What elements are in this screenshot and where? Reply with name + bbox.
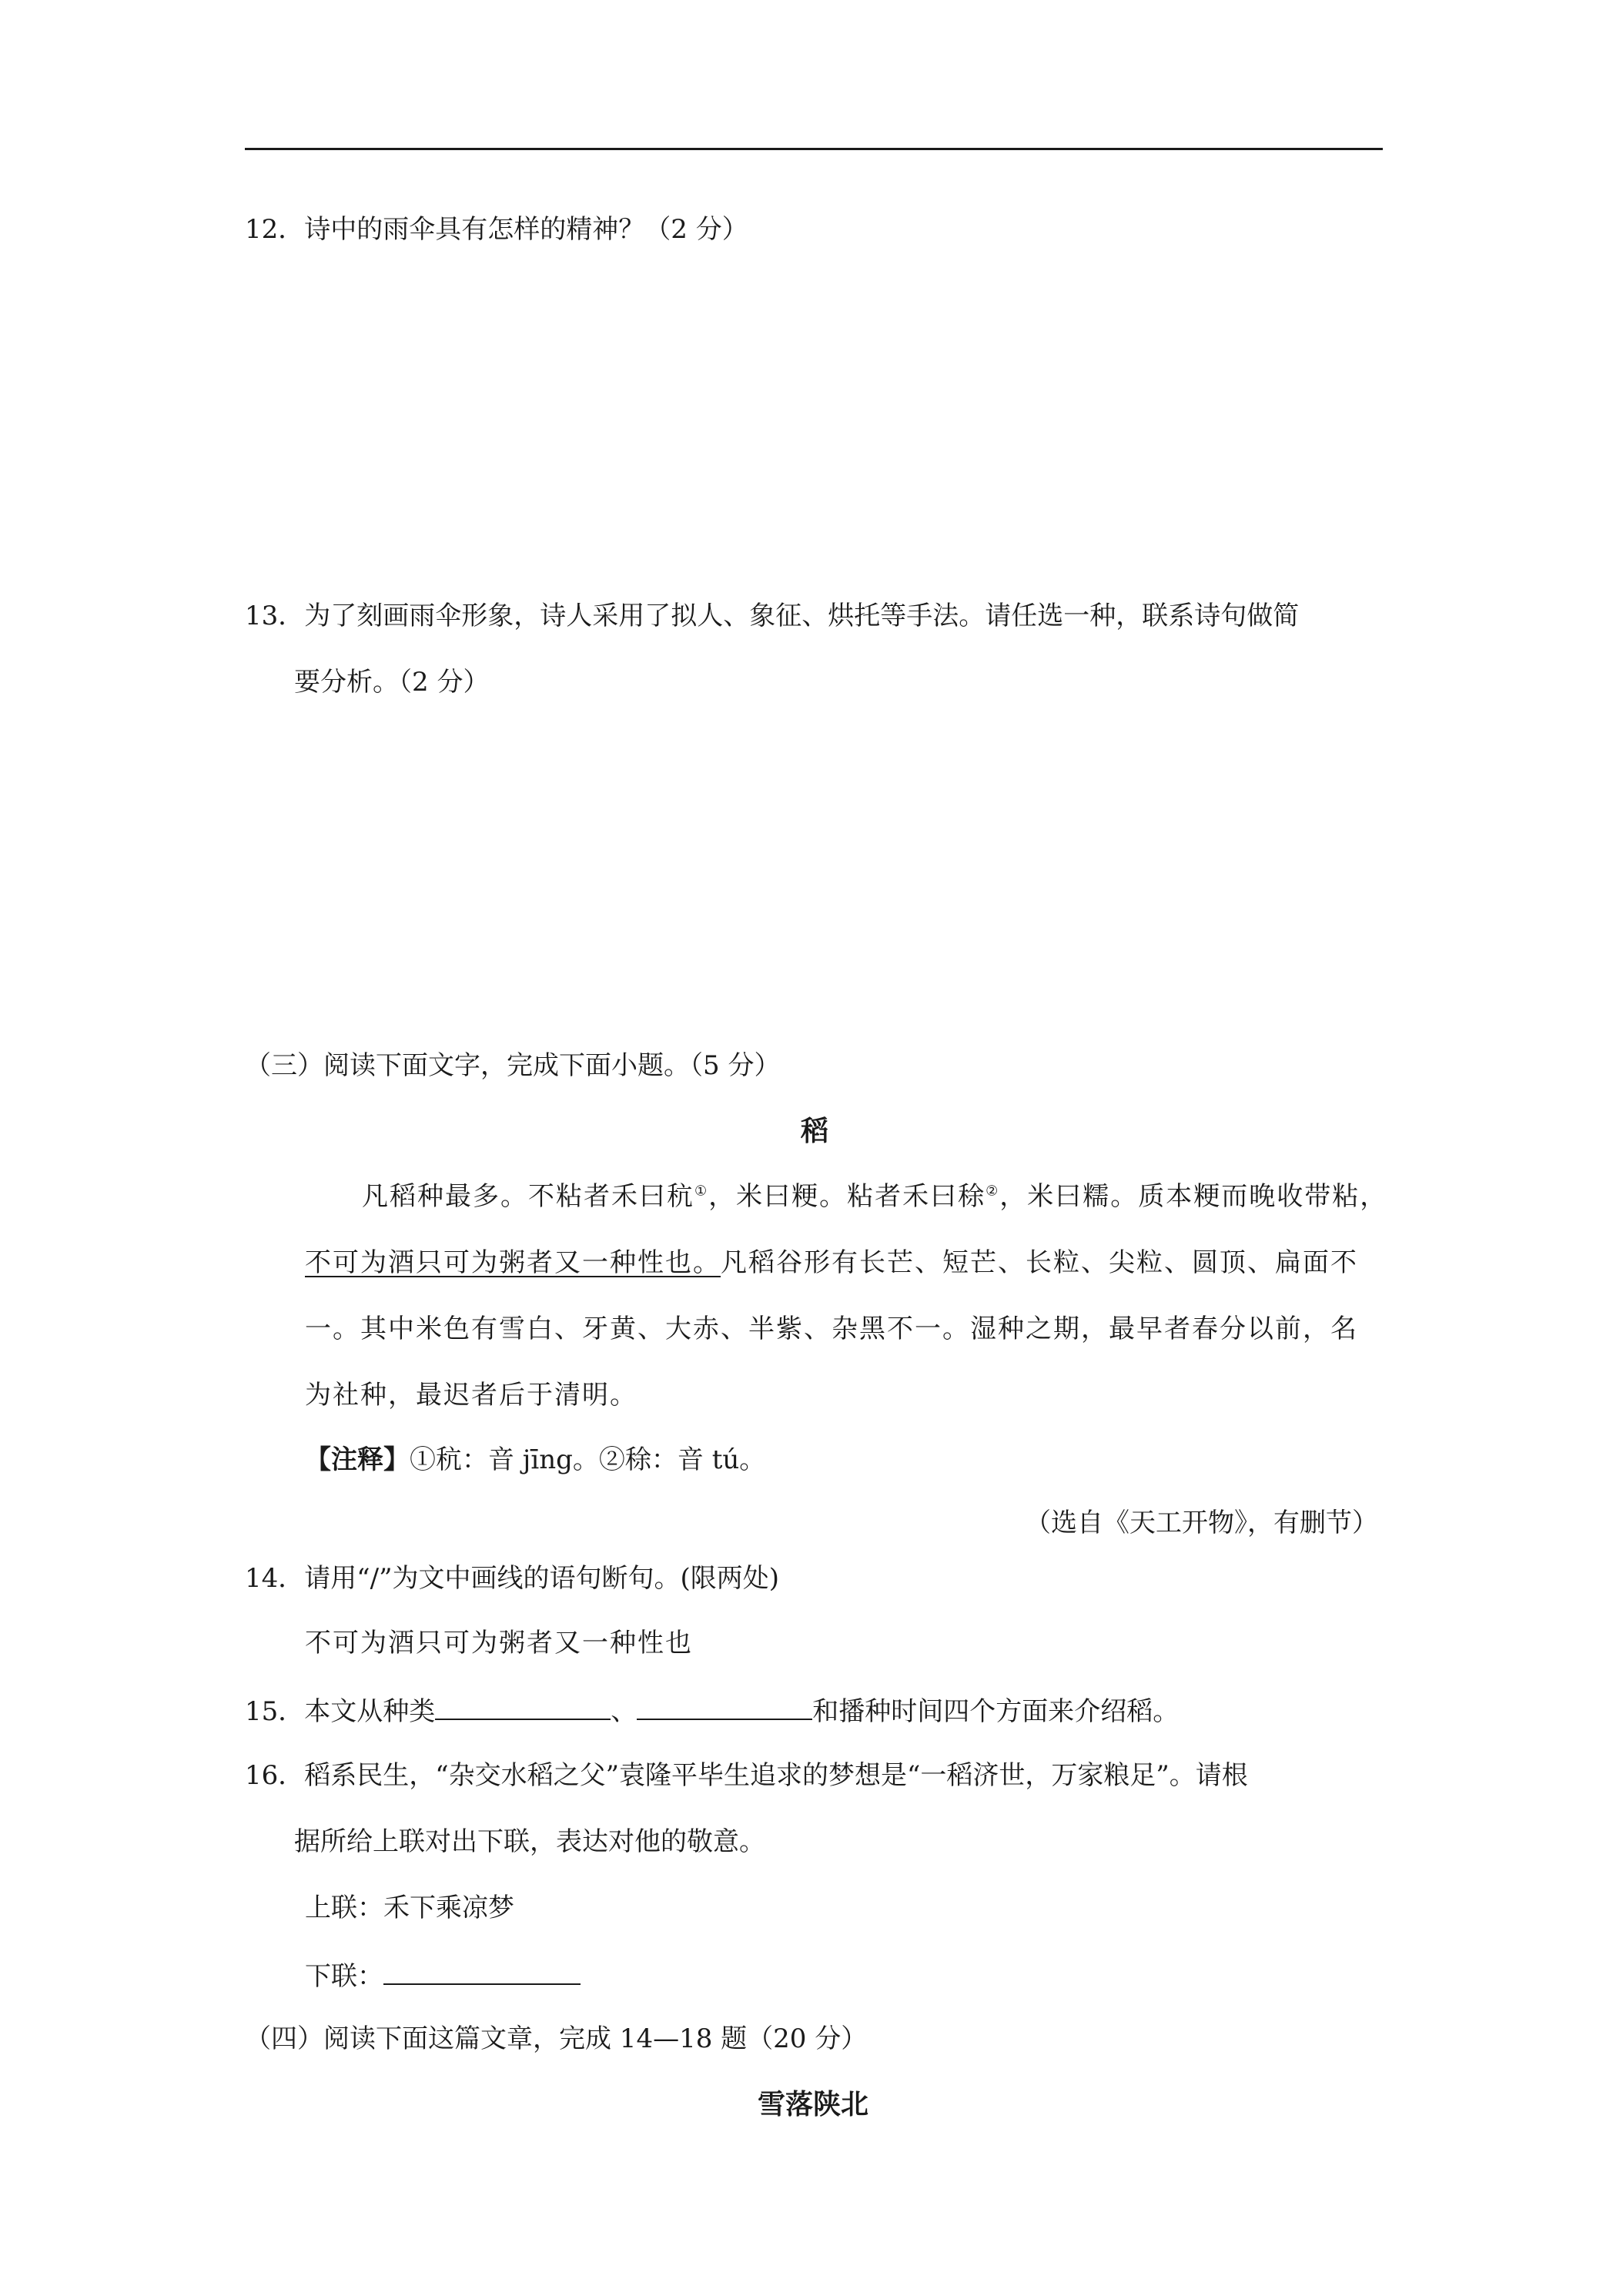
question-13-line-1: 13．为了刻画雨伞形象，诗人采用了拟人、象征、烘托等手法。请任选一种，联系诗句做简 xyxy=(245,601,1300,631)
question-14: 14．请用“/”为文中画线的语句断句。(限两处) xyxy=(245,1563,780,1594)
lower-couplet xyxy=(305,1957,581,1993)
annotation-text: ①秔：音 jīng。②稌：音 tú。 xyxy=(410,1444,766,1475)
lower-couplet-label: 下联： xyxy=(305,1961,383,1992)
passage-source: （选自《天工开物》，有删节） xyxy=(1025,1508,1378,1538)
question-15-prefix: 15．本文从种类 xyxy=(245,1696,436,1727)
annotation xyxy=(305,1443,765,1477)
passage-line-4: 为社种，最迟者后于清明。 xyxy=(305,1380,637,1411)
passage-line-2 xyxy=(305,1246,1358,1280)
question-16-line-1: 16．稻系民生，“杂交水稻之父”袁隆平毕生追求的梦想是“一稻济世，万家粮足”。请根 xyxy=(245,1760,1248,1791)
passage-line-3: 一。其中米色有雪白、牙黄、大赤、半紫、杂黑不一。湿种之期，最早者春分以前，名 xyxy=(305,1314,1358,1344)
passage-text: 凡稻谷形有长芒、短芒、长粒、尖粒、圆顶、扁面不 xyxy=(721,1247,1358,1278)
section-3-header: （三）阅读下面文字，完成下面小题。（5 分） xyxy=(245,1050,781,1081)
question-14-sentence: 不可为酒只可为粥者又一种性也 xyxy=(305,1628,693,1658)
answer-blank-1[interactable] xyxy=(435,1692,611,1720)
upper-couplet: 上联：禾下乘凉梦 xyxy=(305,1893,514,1923)
passage-title-dao: 稻 xyxy=(801,1116,829,1147)
header-rule xyxy=(245,148,1383,150)
passage-text: ，米曰糯。质本粳而晚收带粘， xyxy=(999,1181,1388,1212)
question-13-line-2: 要分析。（2 分） xyxy=(294,667,490,698)
section-4-header: （四）阅读下面这篇文章，完成 14—18 题（20 分） xyxy=(245,2023,868,2054)
passage-text: ，米曰粳。粘者禾曰稌 xyxy=(708,1181,986,1212)
annotation-label: 【注释】 xyxy=(305,1444,410,1475)
passage-line-1 xyxy=(362,1180,1387,1213)
article-title: 雪落陕北 xyxy=(758,2089,869,2120)
footnote-mark-2: ② xyxy=(986,1183,1000,1200)
footnote-mark-1: ① xyxy=(694,1183,709,1200)
answer-blank-3[interactable] xyxy=(383,1957,581,1985)
passage-text: 凡稻种最多。不粘者禾曰秔 xyxy=(362,1181,694,1212)
question-15-suffix: 和播种时间四个方面来介绍稻。 xyxy=(812,1696,1180,1727)
question-12: 12．诗中的雨伞具有怎样的精神？（2 分） xyxy=(245,214,748,245)
question-15-separator: 、 xyxy=(611,1696,637,1727)
answer-blank-2[interactable] xyxy=(637,1692,812,1720)
question-15 xyxy=(245,1692,1179,1729)
underlined-sentence: 不可为酒只可为粥者又一种性也。 xyxy=(305,1247,721,1278)
question-16-line-2: 据所给上联对出下联，表达对他的敬意。 xyxy=(294,1826,765,1857)
